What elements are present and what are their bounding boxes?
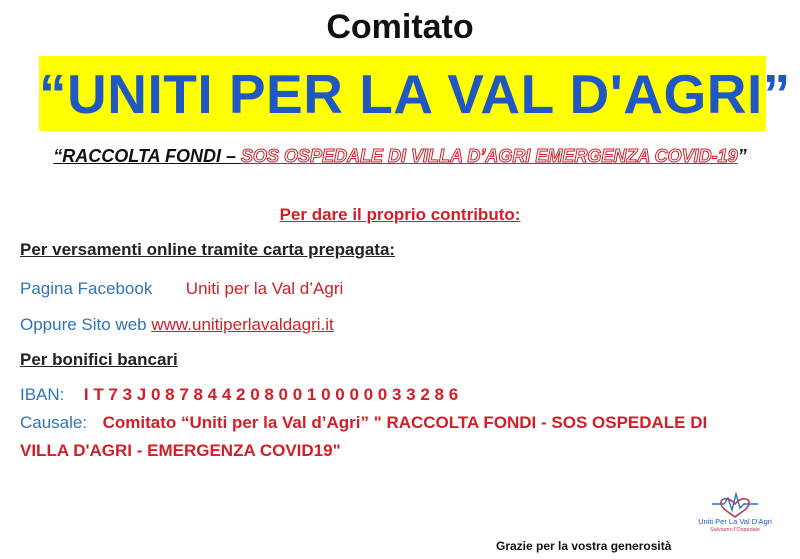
website-label: Oppure Sito web — [20, 315, 147, 334]
fundraiser-open-quote: “ — [53, 146, 63, 166]
website-row — [20, 315, 334, 335]
contribution-heading: Per dare il proprio contributo: — [279, 205, 521, 224]
thanks-footer: Grazie per la vostra generosità — [496, 539, 672, 553]
bank-transfer-heading: Per bonifici bancari — [20, 350, 178, 369]
causale-row — [20, 413, 707, 433]
fundraiser-close-quote: ” — [737, 146, 747, 166]
website-link[interactable]: www.unitiperlavaldagri.it — [151, 315, 334, 334]
facebook-label: Pagina Facebook — [20, 279, 153, 298]
causale-label: Causale: — [20, 413, 88, 432]
committee-title: Comitato — [326, 8, 474, 46]
causale-text-line1: Comitato “Uniti per la Val d’Agri” " RACCOLTA FONDI - SOS OSPEDALE DI — [102, 413, 708, 432]
logo-name: Uniti Per La Val D'Agri — [698, 517, 772, 526]
committee-name-banner: “UNITI PER LA VAL D'AGRI” — [39, 63, 791, 125]
fundraiser-highlight: SOS OSPEDALE DI VILLA D’AGRI EMERGENZA COVID-19 — [240, 146, 738, 166]
logo-tagline: Salviamo l'Ospedale — [710, 527, 760, 532]
causale-text-line2: VILLA D'AGRI - EMERGENZA COVID19" — [20, 441, 341, 460]
facebook-page-link[interactable]: Uniti per la Val d’Agri — [185, 279, 344, 298]
logo — [690, 482, 780, 532]
online-payment-heading: Per versamenti online tramite carta prepagata: — [20, 240, 396, 259]
heart-pulse-icon — [690, 482, 780, 532]
fundraiser-prefix: RACCOLTA FONDI – — [62, 146, 241, 166]
iban-value: I T 7 3 J 0 8 7 8 4 4 2 0 8 0 0 1 0 0 0 0 0 3 3 2 8 6 — [83, 385, 459, 404]
facebook-row — [20, 279, 343, 299]
iban-row — [20, 385, 458, 405]
iban-label: IBAN: — [20, 385, 65, 404]
fundraiser-line — [0, 146, 800, 167]
